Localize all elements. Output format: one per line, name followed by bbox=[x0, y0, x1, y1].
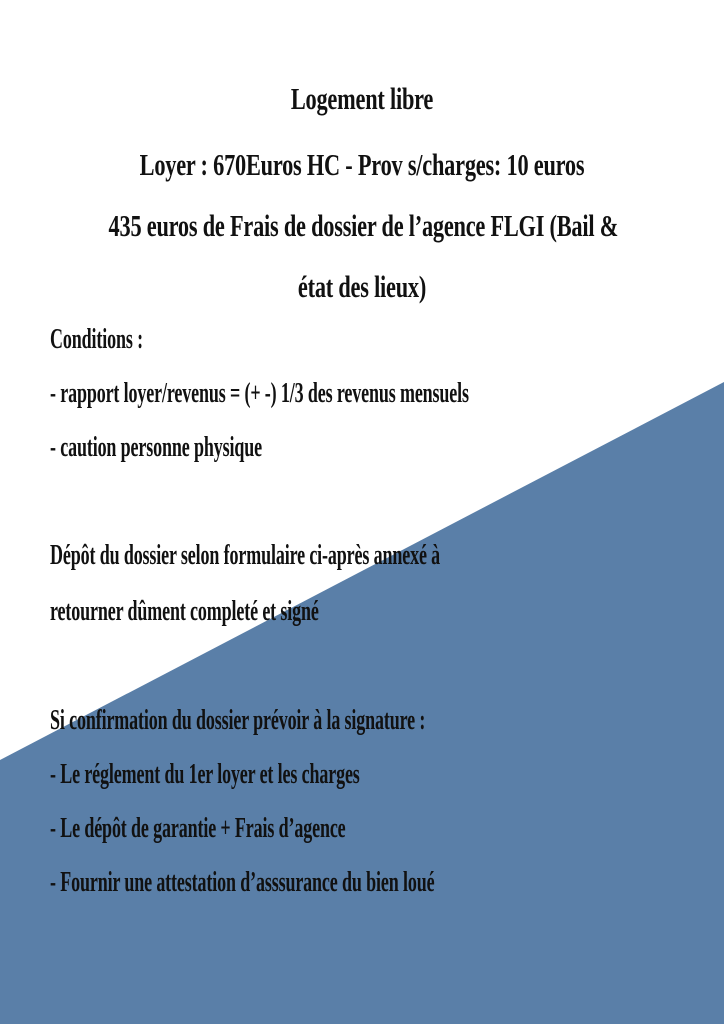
deposit-line: retourner dûment completé et signé bbox=[50, 595, 319, 627]
conditions-title: Conditions : bbox=[50, 323, 143, 355]
signature-item: - Le dépôt de garantie + Frais d’agence bbox=[50, 812, 346, 844]
signature-title: Si confirmation du dossier prévoir à la signature : bbox=[50, 704, 426, 736]
deposit-line: Dépôt du dossier selon formulaire ci-après annexé à bbox=[50, 539, 441, 571]
signature-item: - Fournir une attestation d’asssurance du bien loué bbox=[50, 866, 435, 898]
condition-item: - rapport loyer/revenus = (+ -) 1/3 des revenus mensuels bbox=[50, 377, 469, 409]
signature-item: - Le réglement du 1er loyer et les charges bbox=[50, 758, 360, 790]
blue-triangle-shape bbox=[0, 382, 724, 1024]
agency-fees-line-continued: état des lieux) bbox=[297, 269, 427, 304]
rent-line: Loyer : 670Euros HC - Prov s/charges: 10 euros bbox=[139, 147, 585, 182]
agency-fees-line: 435 euros de Frais de dossier de l’agence FLGI (Bail & bbox=[108, 208, 619, 243]
condition-item: - caution personne physique bbox=[50, 431, 262, 463]
listing-title: Logement libre bbox=[290, 81, 434, 116]
